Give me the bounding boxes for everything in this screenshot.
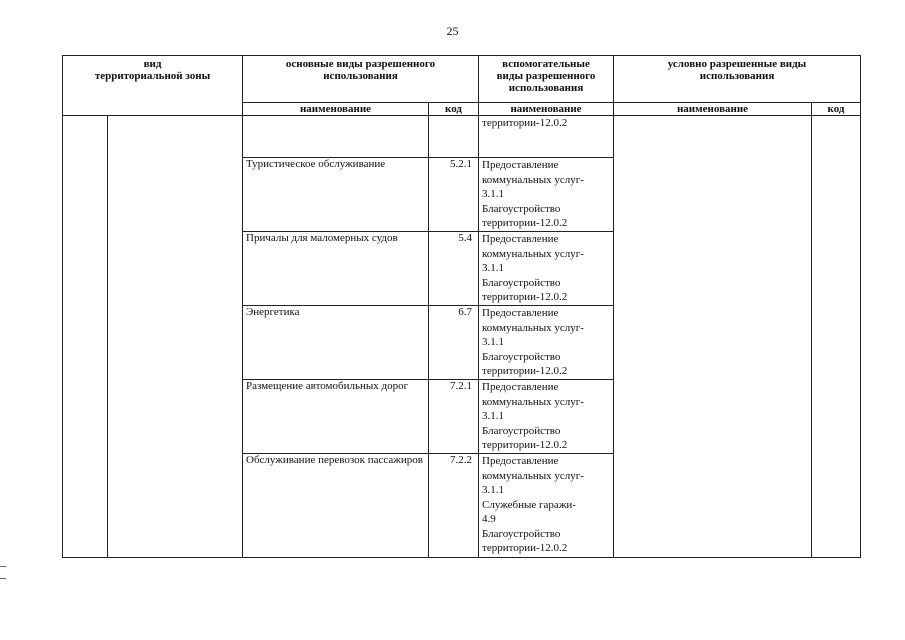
aux-cell [479,116,614,158]
use-name: Энергетика [243,306,429,380]
aux-line: коммунальных услуг- [482,395,584,408]
aux-line: коммунальных услуг- [482,469,584,482]
use-code: 5.4 [429,232,479,306]
aux-line: 3.1.1 [482,484,505,496]
margin-mark [0,578,6,579]
aux-line: территории-12.0.2 [482,217,568,229]
header-main-uses: основные виды разрешенного использования [243,56,479,103]
zone-cell-b [108,116,243,558]
subheader-aux-name: наименование [479,103,614,116]
main-code-cell [429,116,479,158]
subheader-cond-code: код [812,103,861,116]
subheader-main-code: код [429,103,479,116]
aux-line: Предоставление [482,381,559,393]
aux-cell [479,380,614,454]
use-code: 6.7 [429,306,479,380]
aux-line: Предоставление [482,455,559,467]
aux-line: Благоустройство [482,350,561,363]
aux-line: 3.1.1 [482,410,505,422]
header-zone-type: вид территориальной зоны [63,56,243,116]
use-code: 7.2.2 [429,454,479,558]
header-conditional-uses: условно разрешенные виды использования [614,56,861,103]
aux-line: Благоустройство [482,276,561,289]
use-code: 5.2.1 [429,158,479,232]
main-name-cell [243,116,429,158]
use-name: Обслуживание перевозок пассажиров [243,454,429,558]
table-row-continuation [63,116,861,158]
aux-line: Предоставление [482,159,559,171]
aux-line: территории-12.0.2 [482,365,568,377]
use-name: Причалы для маломерных судов [243,232,429,306]
aux-line: Служебные гаражи- [482,498,576,511]
page-number: 25 [446,24,459,38]
use-code: 7.2.1 [429,380,479,454]
aux-cell [479,158,614,232]
margin-marks [0,566,6,590]
aux-line: Благоустройство [482,527,561,540]
aux-line: территории-12.0.2 [482,291,568,303]
aux-line: территории-12.0.2 [482,542,568,554]
aux-line: Благоустройство [482,202,561,215]
aux-cell [479,232,614,306]
aux-line: 3.1.1 [482,336,505,348]
cond-name-cell [614,116,812,558]
header-aux-uses: вспомогательные виды разрешенного использования [479,56,614,103]
aux-line: 4.9 [482,513,496,525]
subheader-cond-name: наименование [614,103,812,116]
aux-line: коммунальных услуг- [482,247,584,260]
aux-line: коммунальных услуг- [482,173,584,186]
use-name: Туристическое обслуживание [243,158,429,232]
aux-line: Предоставление [482,307,559,319]
aux-line: Благоустройство [482,424,561,437]
subheader-main-name: наименование [243,103,429,116]
margin-mark [0,566,6,567]
aux-line: территории-12.0.2 [482,117,568,129]
aux-cell [479,306,614,380]
aux-line: 3.1.1 [482,262,505,274]
aux-line: Предоставление [482,233,559,245]
aux-line: территории-12.0.2 [482,439,568,451]
aux-cell [479,454,614,558]
zoning-table [62,55,861,558]
aux-line: 3.1.1 [482,188,505,200]
aux-line: коммунальных услуг- [482,321,584,334]
use-name: Размещение автомобильных дорог [243,380,429,454]
zone-cell-a [63,116,108,558]
cond-code-cell [812,116,861,558]
